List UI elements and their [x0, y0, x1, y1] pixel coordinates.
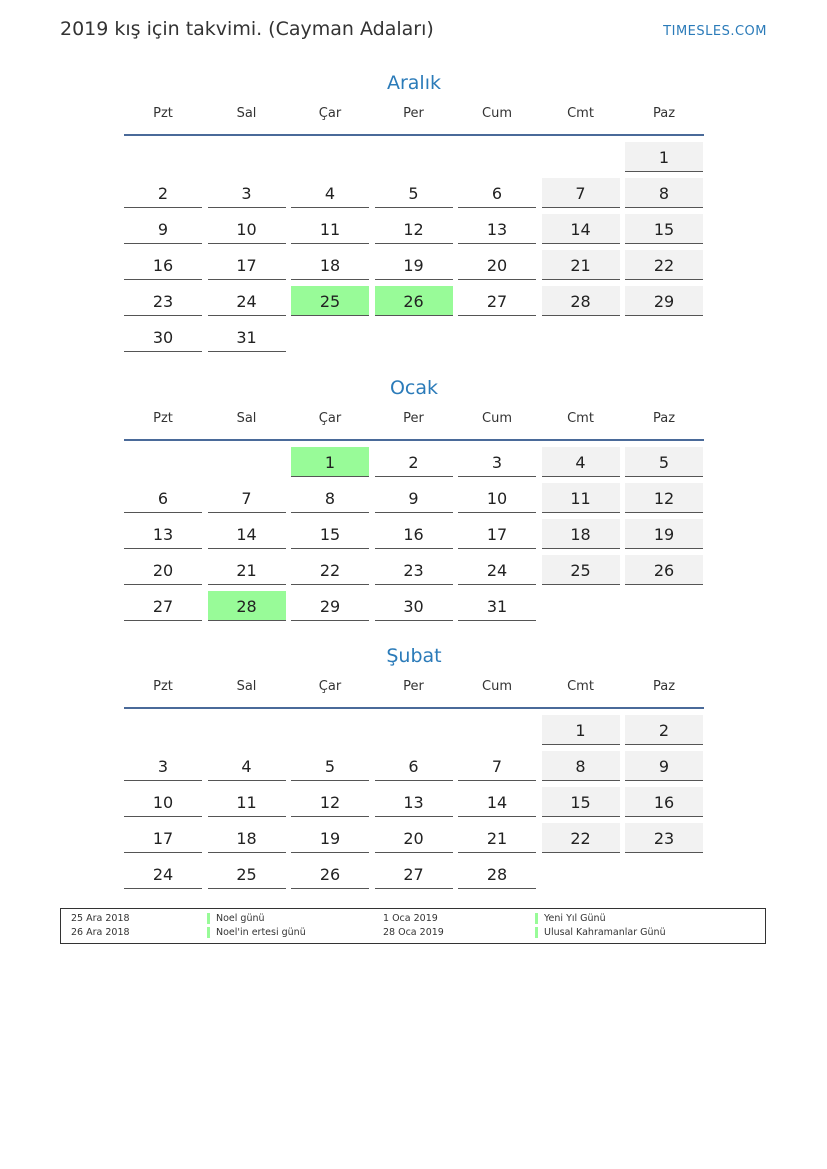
day-cell: 4: [542, 447, 620, 477]
legend-date: 28 Oca 2019: [383, 927, 444, 938]
day-cell-holiday: 26: [375, 286, 453, 316]
brand-link[interactable]: TIMESLES.COM: [663, 24, 767, 39]
weekday-label: Cum: [482, 106, 512, 121]
day-cell: 25: [208, 859, 286, 889]
weekday-label: Per: [403, 411, 424, 426]
weekday-label: Paz: [652, 679, 676, 694]
day-cell: 13: [458, 214, 536, 244]
weekday-label: Per: [403, 679, 424, 694]
day-cell: 4: [291, 178, 369, 208]
day-cell: 3: [208, 178, 286, 208]
day-cell: 8: [625, 178, 703, 208]
weekday-header: [124, 98, 704, 136]
day-cell: 6: [375, 751, 453, 781]
day-cell: 23: [625, 823, 703, 853]
day-cell: 16: [124, 250, 202, 280]
day-cell: 6: [124, 483, 202, 513]
day-cell: 27: [458, 286, 536, 316]
day-cell: 21: [458, 823, 536, 853]
day-cell: 20: [375, 823, 453, 853]
legend-date: 1 Oca 2019: [383, 913, 438, 924]
day-cell: 31: [458, 591, 536, 621]
day-cell: 9: [625, 751, 703, 781]
day-cell: 22: [291, 555, 369, 585]
day-cell: 7: [458, 751, 536, 781]
day-cell: 26: [291, 859, 369, 889]
day-cell: 1: [542, 715, 620, 745]
weekday-label: Sal: [236, 106, 257, 121]
day-cell: 20: [458, 250, 536, 280]
day-cell: 8: [542, 751, 620, 781]
day-cell: 21: [542, 250, 620, 280]
weekday-label: Cmt: [567, 106, 594, 121]
day-cell: 30: [124, 322, 202, 352]
weekday-label: Pzt: [153, 411, 173, 426]
month-title: Şubat: [386, 645, 442, 667]
weekday-label: Cum: [482, 679, 512, 694]
day-cell: 18: [291, 250, 369, 280]
day-cell: 13: [124, 519, 202, 549]
weekday-label: Çar: [318, 411, 342, 426]
day-cell: 9: [375, 483, 453, 513]
day-cell-holiday: 28: [208, 591, 286, 621]
day-cell: 11: [208, 787, 286, 817]
day-cell: 28: [542, 286, 620, 316]
day-cell: 24: [458, 555, 536, 585]
weekday-header: [124, 671, 704, 709]
weekday-label: Pzt: [153, 679, 173, 694]
day-cell: 11: [542, 483, 620, 513]
day-cell: 16: [625, 787, 703, 817]
day-cell: 8: [291, 483, 369, 513]
day-cell: 3: [458, 447, 536, 477]
day-cell: 25: [542, 555, 620, 585]
legend-date: 25 Ara 2018: [71, 913, 130, 924]
weekday-label: Cmt: [567, 411, 594, 426]
day-cell: 3: [124, 751, 202, 781]
day-cell: 5: [375, 178, 453, 208]
month-december: [124, 68, 704, 347]
day-cell: 29: [625, 286, 703, 316]
day-cell: 2: [124, 178, 202, 208]
weekday-label: Sal: [236, 411, 257, 426]
legend-holiday-name: Ulusal Kahramanlar Günü: [535, 927, 666, 938]
day-cell: 13: [375, 787, 453, 817]
day-cell: 5: [291, 751, 369, 781]
day-cell: 20: [124, 555, 202, 585]
day-cell: 4: [208, 751, 286, 781]
day-cell: 22: [542, 823, 620, 853]
day-cell: 9: [124, 214, 202, 244]
day-cell: 27: [124, 591, 202, 621]
day-cell: 17: [124, 823, 202, 853]
month-title: Ocak: [389, 377, 439, 399]
day-cell: 22: [625, 250, 703, 280]
day-cell: 17: [208, 250, 286, 280]
weekday-header: [124, 403, 704, 441]
weekday-label: Sal: [236, 679, 257, 694]
weekday-label: Cum: [482, 411, 512, 426]
day-cell: 1: [625, 142, 703, 172]
day-cell: 23: [375, 555, 453, 585]
day-cell: 14: [208, 519, 286, 549]
day-cell: 28: [458, 859, 536, 889]
day-cell: 7: [208, 483, 286, 513]
weekday-label: Paz: [652, 106, 676, 121]
day-cell: 30: [375, 591, 453, 621]
weekday-label: Pzt: [153, 106, 173, 121]
day-cell: 19: [375, 250, 453, 280]
day-cell: 15: [291, 519, 369, 549]
day-cell-holiday: 1: [291, 447, 369, 477]
day-cell: 2: [625, 715, 703, 745]
weekday-label: Paz: [652, 411, 676, 426]
day-cell: 24: [208, 286, 286, 316]
day-cell: 23: [124, 286, 202, 316]
day-cell: 7: [542, 178, 620, 208]
page-title: 2019 kış için takvimi. (Cayman Adaları): [60, 18, 434, 40]
day-cell: 26: [625, 555, 703, 585]
day-cell: 12: [375, 214, 453, 244]
legend-holiday-name: Noel günü: [207, 913, 265, 924]
day-cell: 10: [124, 787, 202, 817]
legend-date: 26 Ara 2018: [71, 927, 130, 938]
day-cell-holiday: 25: [291, 286, 369, 316]
month-january: [124, 373, 704, 616]
day-cell: 11: [291, 214, 369, 244]
weekday-label: Çar: [318, 679, 342, 694]
day-cell: 12: [291, 787, 369, 817]
weekday-label: Per: [403, 106, 424, 121]
weekday-label: Çar: [318, 106, 342, 121]
day-cell: 2: [375, 447, 453, 477]
legend-holiday-name: Yeni Yıl Günü: [535, 913, 606, 924]
day-cell: 15: [625, 214, 703, 244]
day-cell: 14: [458, 787, 536, 817]
day-cell: 18: [542, 519, 620, 549]
day-cell: 19: [625, 519, 703, 549]
day-cell: 16: [375, 519, 453, 549]
weekday-label: Cmt: [567, 679, 594, 694]
month-title: Aralık: [386, 72, 441, 94]
day-cell: 29: [291, 591, 369, 621]
day-cell: 6: [458, 178, 536, 208]
day-cell: 5: [625, 447, 703, 477]
day-cell: 14: [542, 214, 620, 244]
day-cell: 31: [208, 322, 286, 352]
day-cell: 17: [458, 519, 536, 549]
day-cell: 19: [291, 823, 369, 853]
day-cell: 21: [208, 555, 286, 585]
day-cell: 10: [458, 483, 536, 513]
legend-holiday-name: Noel'in ertesi günü: [207, 927, 306, 938]
holiday-legend: [60, 908, 766, 944]
day-cell: 27: [375, 859, 453, 889]
day-cell: 24: [124, 859, 202, 889]
day-cell: 15: [542, 787, 620, 817]
month-february: [124, 641, 704, 884]
day-cell: 12: [625, 483, 703, 513]
day-cell: 18: [208, 823, 286, 853]
day-cell: 10: [208, 214, 286, 244]
